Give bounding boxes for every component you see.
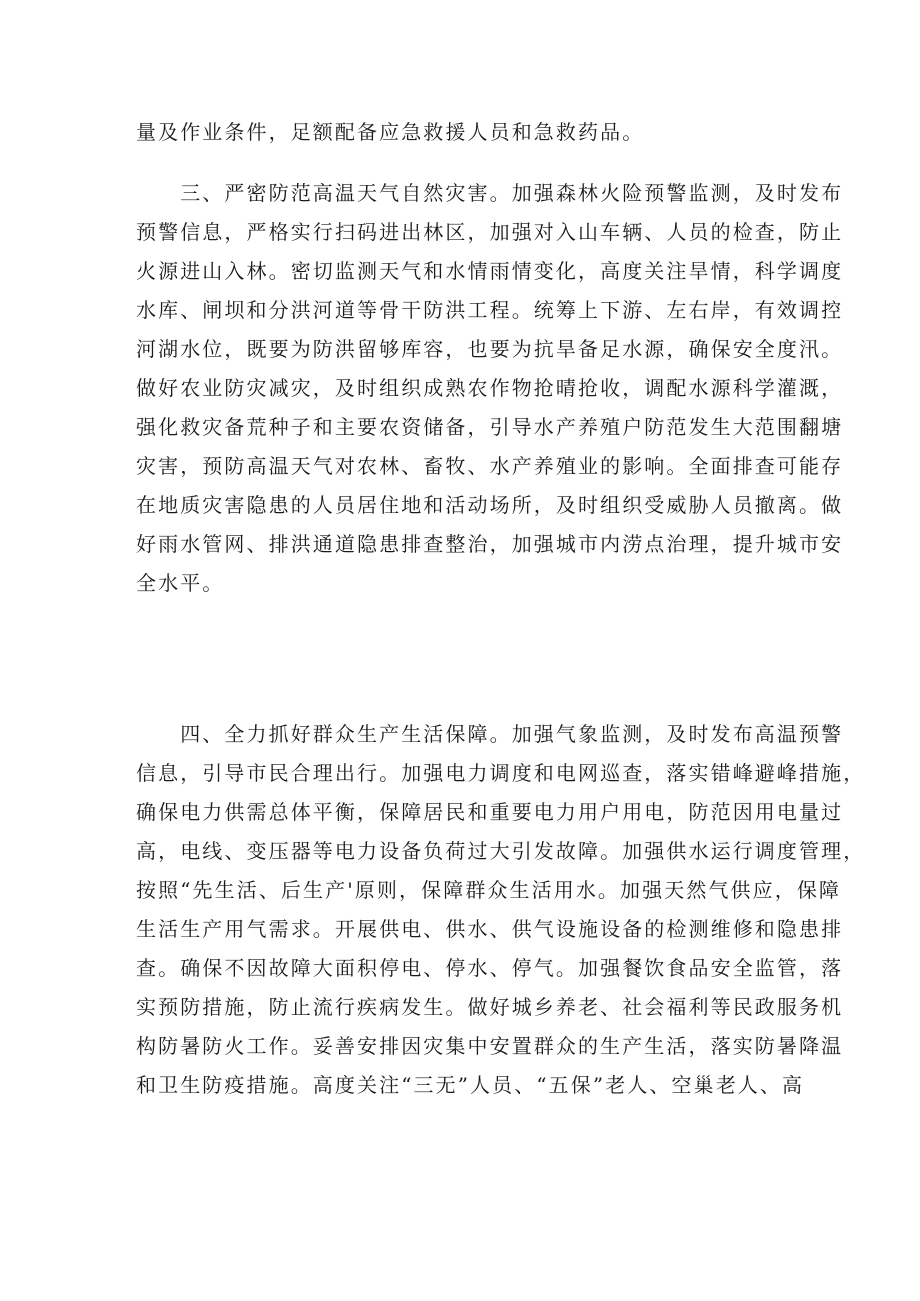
text-line: 确保电力供需总体平衡，保障居民和重要电力用户用电，防范因用电量过 [136,800,844,824]
paragraph-continuation [136,113,784,152]
text-line: 按照“先生活、后生产'原则，保障群众生活用水。加强天然气供应，保障 [136,878,842,902]
text-line: 在地质灾害隐患的人员居住地和活动场所，及时组织受威胁人员撤离。做 [136,493,844,517]
text-line: 河湖水位，既要为防洪留够库容，也要为抗旱备足水源，确保安全度汛。 [136,337,844,361]
text-line: 信息，引导市民合理出行。加强电力调度和电网巡查，落实错峰避峰措施， [136,761,866,785]
text-line: 和卫生防疫措施。高度关注“三无”人员、“五保”老人、空巢老人、高 [136,1073,805,1097]
text-line: 高，电线、变压器等电力设备负荷过大引发故障。加强供水运行调度管理， [136,839,866,863]
paragraph-section-4 [136,715,866,1105]
text-line: 做好农业防灾减灾，及时组织成熟农作物抢晴抢收，调配水源科学灌溉， [136,376,844,400]
text-line: 灾害，预防高温天气对农林、畜牧、水产养殖业的影响。全面排查可能存 [136,454,844,478]
text-line: 火源进山入林。密切监测天气和水情雨情变化，高度关注旱情，科学调度 [136,259,844,283]
text-line: 三、严密防范高温天气自然灾害。加强森林火险预警监测，及时发布 [136,181,844,205]
text-line: 好雨水管网、排洪通道隐患排查整治，加强城市内涝点治理，提升城市安 [136,532,844,556]
text-line: 全水平。 [136,571,225,595]
text-line: 查。确保不因故障大面积停电、停水、停气。加强餐饮食品安全监管，落 [136,956,844,980]
text-line: 四、全力抓好群众生产生活保障。加强气象监测，及时发布高温预警 [136,722,844,746]
text-line: 实预防措施，防止流行疾病发生。做好城乡养老、社会福利等民政服务机 [136,995,844,1019]
text-line: 生活生产用气需求。开展供电、供水、供气设施设备的检测维修和隐患排 [136,917,844,941]
paragraph-section-3 [136,174,844,603]
text-line: 量及作业条件，足额配备应急救援人员和急救药品。 [136,120,645,144]
text-line: 构防暑防火工作。妥善安排因灾集中安置群众的生产生活，落实防暑降温 [136,1034,844,1058]
text-line: 水库、闸坝和分洪河道等骨干防洪工程。统筹上下游、左右岸，有效调控 [136,298,844,322]
text-line: 预警信息，严格实行扫码进出林区，加强对入山车辆、人员的检查，防止 [136,220,844,244]
text-line: 强化救灾备荒种子和主要农资储备，引导水产养殖户防范发生大范围翻塘 [136,415,844,439]
